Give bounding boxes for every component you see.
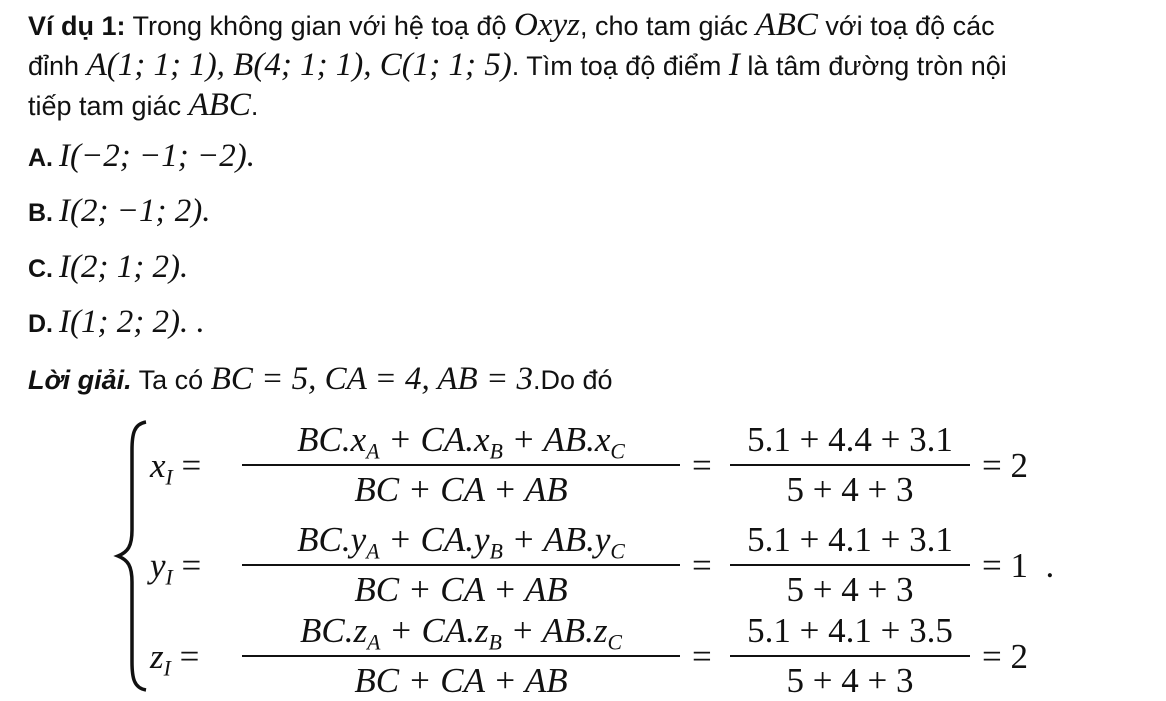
term: x [350, 420, 367, 459]
option-a [28, 137, 255, 178]
equals-sign: = [692, 446, 712, 485]
problem-text: với toạ độ các [817, 11, 995, 41]
option-label: B. [28, 199, 53, 227]
term: B [489, 439, 503, 464]
denominator [242, 570, 680, 610]
problem-line-3 [28, 86, 258, 126]
solution-text: .Do đó [532, 365, 613, 395]
fraction-bar [730, 564, 970, 566]
denominator [242, 470, 680, 510]
term: + CA. [379, 520, 475, 559]
result: = 2 [982, 637, 1028, 676]
term: z [353, 611, 368, 650]
solution-text: Ta có [131, 365, 211, 395]
point-name: I [728, 47, 740, 83]
numerator: 5.1 + 4.1 + 3.1 [747, 520, 953, 559]
fraction-bar [730, 464, 970, 466]
fraction-bar [242, 564, 680, 566]
variable: y [150, 546, 166, 585]
fraction-numeric [730, 611, 970, 701]
vertex-coordinates: A(1; 1; 1), B(4; 1; 1), C(1; 1; 5) [86, 47, 512, 83]
term: BC. [297, 520, 351, 559]
option-value: I(2; −1; 2). [59, 193, 211, 229]
numerator: 5.1 + 4.4 + 3.1 [747, 420, 953, 459]
triangle-name: ABC [755, 7, 818, 43]
term: + AB. [501, 611, 594, 650]
denominator [242, 661, 680, 701]
term: BC + CA + AB [354, 661, 568, 700]
term: B [488, 630, 502, 655]
term: B [489, 539, 503, 564]
result [982, 546, 1054, 586]
result-value: = 1 [982, 546, 1028, 585]
term: BC + CA + AB [354, 470, 568, 509]
option-value: I(2; 1; 2). [59, 249, 189, 285]
term: BC. [297, 420, 351, 459]
problem-line-2 [28, 46, 1007, 86]
term: A [366, 439, 380, 464]
term: + CA. [379, 420, 475, 459]
term: y [350, 520, 367, 559]
term: x [594, 420, 611, 459]
option-label: A. [28, 144, 53, 172]
option-c [28, 248, 188, 289]
problem-text: , cho tam giác [579, 11, 756, 41]
term: C [610, 439, 625, 464]
row-variable: $x_I$ = [150, 446, 202, 490]
row-variable: $y_I$ = [150, 546, 202, 590]
term: + CA. [380, 611, 475, 650]
equals-sign: = [692, 546, 712, 585]
solution-line [28, 360, 613, 400]
term: x [474, 420, 490, 459]
option-b [28, 192, 210, 233]
trailing-period: . [1045, 546, 1055, 585]
variable-subscript: I [165, 565, 173, 590]
option-d [28, 303, 205, 344]
term: + AB. [502, 520, 595, 559]
term: z [474, 611, 489, 650]
denominator: 5 + 4 + 3 [786, 570, 914, 609]
problem-text: là tâm đường tròn nội [739, 51, 1007, 81]
variable-subscript: I [163, 656, 171, 681]
problem-text: đỉnh [28, 51, 87, 81]
term: A [367, 630, 381, 655]
variable-subscript: I [165, 465, 173, 490]
fraction-numeric [730, 420, 970, 510]
problem-text: tiếp tam giác [28, 91, 189, 121]
fraction-numeric [730, 520, 970, 610]
term: C [607, 630, 622, 655]
problem-text: Trong không gian với hệ toạ độ [125, 11, 514, 41]
term: BC. [300, 611, 354, 650]
problem-line-1 [28, 6, 995, 46]
left-brace-icon [112, 420, 152, 692]
result: = 2 [982, 446, 1028, 485]
fraction-general [242, 420, 680, 510]
option-label: D. [28, 310, 53, 338]
denominator: 5 + 4 + 3 [786, 470, 914, 509]
fraction-general [242, 520, 680, 610]
row-variable: $z_I$ = [150, 637, 200, 681]
numerator [242, 420, 680, 464]
option-label: C. [28, 255, 53, 283]
term: y [594, 520, 611, 559]
term: z [593, 611, 608, 650]
option-value: I(−2; −1; −2). [59, 138, 256, 174]
variable: x [150, 446, 166, 485]
equals-sign: = [692, 637, 712, 676]
fraction-bar [730, 655, 970, 657]
fraction-bar [242, 655, 680, 657]
option-value: I(1; 2; 2). . [59, 304, 205, 340]
denominator: 5 + 4 + 3 [786, 661, 914, 700]
fraction-bar [242, 464, 680, 466]
term: A [366, 539, 380, 564]
numerator [242, 520, 680, 564]
term: y [474, 520, 490, 559]
example-label: Ví dụ 1: [28, 11, 126, 41]
fraction-general [242, 611, 680, 701]
coordinate-system: Oxyz [513, 7, 580, 43]
triangle-name: ABC [188, 87, 251, 123]
term: C [610, 539, 625, 564]
problem-text: . [250, 91, 259, 121]
term: BC + CA + AB [354, 570, 568, 609]
term: + AB. [502, 420, 595, 459]
numerator: 5.1 + 4.1 + 3.5 [747, 611, 953, 650]
solution-label: Lời giải. [28, 365, 132, 395]
problem-text: . Tìm toạ độ điểm [511, 51, 729, 81]
solution-math: BC = 5, CA = 4, AB = 3 [210, 361, 533, 397]
numerator [242, 611, 680, 655]
variable: z [150, 637, 164, 676]
